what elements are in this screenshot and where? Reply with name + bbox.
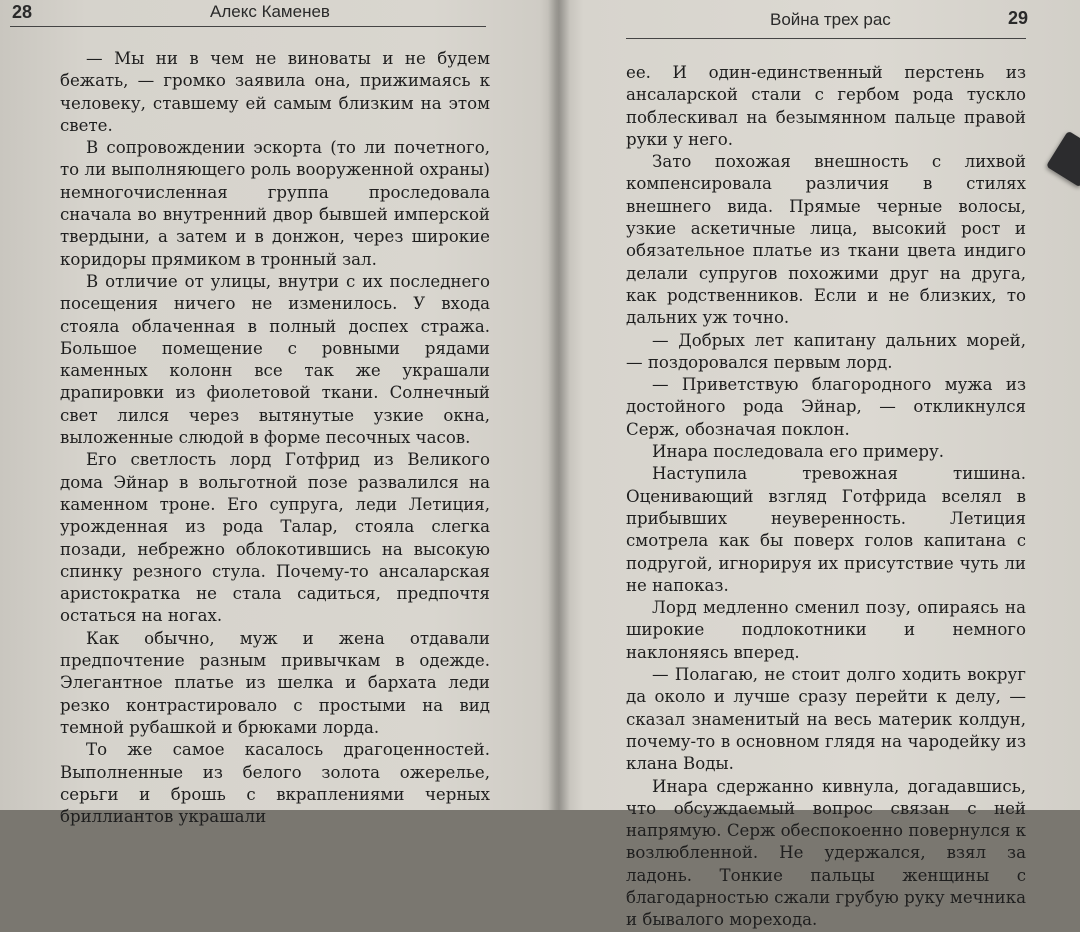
right-paragraph-9: Инара сдержанно кивнула, догадавшись, что обсуждаемый вопрос связан с ней напрямую. Серж обеспокоенно повернулся к возлюбленной. Не удержался, взял за ладонь. Тонкие пальцы женщины с благодарностью сжали грубую руку мечника и бывалого морехода. xyxy=(626,776,1026,930)
right-page-number: 29 xyxy=(1008,8,1029,28)
left-page xyxy=(0,0,548,827)
right-paragraph-7: Лорд медленно сменил позу, опираясь на широкие подлокотники и немного наклоняясь вперед. xyxy=(626,598,1026,662)
right-body-text xyxy=(626,62,1026,932)
right-paragraph-5: Инара последовала его примеру. xyxy=(652,442,944,462)
right-paragraph-2: Зато похожая внешность с лихвой компенсировала различия в стилях внешнего вида. Прямые черные волосы, узкие аскетичные лица, высокий рост и обязательное платье из ткани цвета индиго делали супругов похожими друг на друга, как родственников. Если и не близких, то дальних уж точно. xyxy=(626,152,1026,328)
left-body-text xyxy=(60,48,490,828)
left-page-number: 28 xyxy=(12,2,33,22)
left-paragraph-5: Как обычно, муж и жена отдавали предпочтение разным привычкам в одежде. Элегантное платье из шелка и бархата леди резко контрастировало с простыми на вид темной рубашкой и брюками лорда. xyxy=(60,628,490,737)
right-paragraph-4: — Приветствую благородного мужа из достойного рода Эйнар, — откликнулся Серж, обозначая поклон. xyxy=(626,375,1026,439)
left-paragraph-6: То же самое касалось драгоценностей. Выполненные из белого золота ожерелье, серьги и брошь с вкраплениями черных бриллиантов украшали xyxy=(60,740,490,827)
right-header-rule xyxy=(626,38,1026,39)
right-paragraph-3: — Добрых лет капитану дальних морей, — поздоровался первым лорд. xyxy=(626,330,1026,372)
left-paragraph-2: В сопровождении эскорта (то ли почетного, то ли выполняющего роль вооруженной охраны) немногочисленная группа проследовала сначала во внутренний двор бывшей имперской твердыни, а затем и в донжон, через широкие коридоры прямиком в тронный зал. xyxy=(60,138,490,269)
pen-cap-object xyxy=(1046,131,1080,188)
right-paragraph-6: Наступила тревожная тишина. Оценивающий взгляд Готфрида вселял в прибывших неуверенность. Летиция смотрела как бы поверх голов капитана с подругой, игнорируя их присутствие чуть ли не напоказ. xyxy=(626,464,1026,595)
right-running-header: Война трех рас xyxy=(770,10,891,29)
right-paragraph-1: ее. И один-единственный перстень из ансаларской стали с гербом рода тускло поблескивал на безымянном пальце правой руки у него. xyxy=(626,63,1026,149)
left-paragraph-1: — Мы ни в чем не виноваты и не будем бежать, — громко заявила она, прижимаясь к человеку, ставшему ей самым близким на этом свете. xyxy=(60,49,490,135)
right-page xyxy=(570,0,1080,930)
right-paragraph-8: — Полагаю, не стоит долго ходить вокруг да около и лучше сразу перейти к делу, — сказал знаменитый на весь материк колдун, почему-то в основном глядя на чародейку из клана Воды. xyxy=(626,665,1026,774)
left-header-rule xyxy=(10,26,486,27)
book-gutter xyxy=(548,0,570,810)
left-paragraph-4: Его светлость лорд Готфрид из Великого дома Эйнар в вольготной позе развалился на каменном троне. Его супруга, леди Летиция, урожденная из рода Талар, стояла слегка позади, небрежно облокотившись на высокую спинку резного стула. Почему-то ансаларская аристократка не стала садиться, предпочтя остаться на ногах. xyxy=(60,450,490,626)
left-running-header: Алекс Каменев xyxy=(210,2,330,21)
left-paragraph-3: В отличие от улицы, внутри с их последнего посещения ничего не изменилось. У входа стояла облаченная в полный доспех стража. Большое помещение с ровными рядами каменных колонн все так же украшали драпировки из фиолетовой ткани. Солнечный свет лился через вытянутые узкие окна, выложенные слюдой в форме песочных часов. xyxy=(60,271,490,448)
